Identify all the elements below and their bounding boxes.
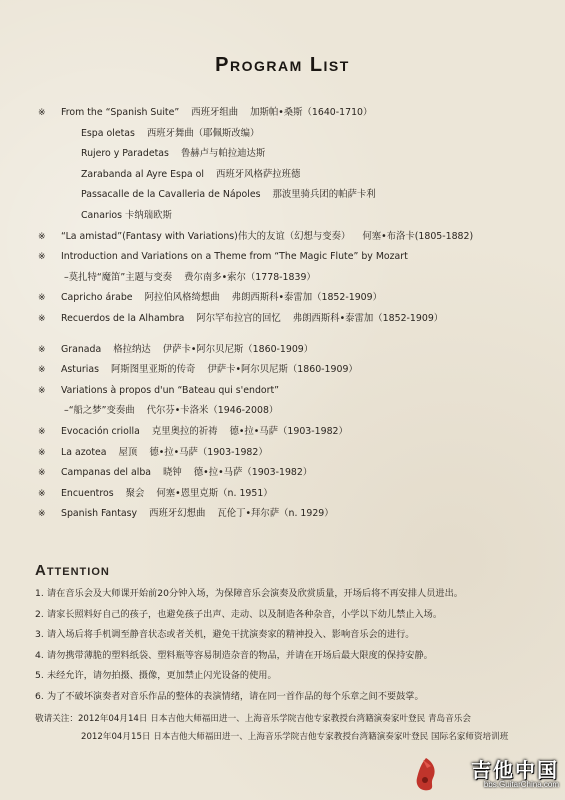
- piece-title: Granada: [61, 343, 102, 355]
- program-text: [61, 422, 360, 443]
- piece-detail: 加斯帕•桑斯（1640-1710）: [250, 107, 373, 118]
- program-bullet: ※: [38, 509, 46, 520]
- program-item: [38, 504, 558, 525]
- program-item: [38, 443, 558, 464]
- program-bullet: ※: [38, 231, 46, 242]
- page-title: Program List: [215, 54, 350, 76]
- piece-detail: 屋顶: [118, 446, 138, 458]
- program-text: [61, 381, 291, 402]
- rule-text: 请入场后将手机调至静音状态或者关机，避免干扰演奏家的精神投入、影响音乐会的进行。: [47, 629, 415, 641]
- program-bullet: ※: [38, 344, 46, 355]
- program-item: [38, 340, 558, 361]
- notice-block: [35, 710, 560, 746]
- piece-detail: 鲁赫卢与帕拉迪达斯: [180, 148, 266, 160]
- program-item: [38, 165, 558, 186]
- program-text: [61, 247, 420, 268]
- program-bullet: ※: [38, 447, 46, 458]
- piece-detail: 伊萨卡•阿尔贝尼斯（1860-1909）: [207, 364, 358, 376]
- piece-title: Asturias: [61, 364, 100, 376]
- piece-detail: 阿斯图里亚斯的传奇: [111, 364, 196, 376]
- program-bullet: ※: [38, 293, 46, 304]
- piece-title: Evocación criolla: [61, 425, 140, 437]
- program-item: [38, 206, 558, 227]
- rule-text: 请在音乐会及大师课开始前20分钟入场，为保障音乐会演奏及欣赏质量，开场后将不再安排人员进出。: [47, 588, 463, 599]
- program-item: [38, 144, 558, 165]
- piece-detail: 西班牙幻想曲: [149, 508, 206, 520]
- program-text: [81, 124, 271, 145]
- attention-rule: [35, 625, 555, 646]
- program-text: [61, 227, 485, 248]
- attention-rule: [35, 687, 555, 708]
- piece-detail: 瓦伦丁•拜尔萨（n. 1929）: [217, 508, 334, 520]
- program-bullet: ※: [38, 108, 46, 118]
- piece-detail: 阿尔罕布拉宫的回忆: [196, 312, 281, 324]
- program-text: [81, 165, 312, 186]
- piece-detail: 弗朗西斯科•泰雷加（1852-1909）: [231, 292, 382, 304]
- program-text: [61, 103, 384, 124]
- program-bullet: ※: [38, 252, 46, 263]
- piece-title: Introduction and Variations on a Theme from “The Magic Flute” by Mozart: [61, 251, 408, 263]
- attention-rule: [35, 605, 555, 626]
- rule-number: 4.: [35, 649, 44, 661]
- attention-rule: [35, 666, 555, 687]
- piece-detail: 阿拉伯风格绮想曲: [144, 292, 220, 304]
- rule-text: 未经允许，请勿拍摄、摄像，更加禁止闪光设备的使用。: [47, 670, 277, 682]
- program-bullet: ※: [38, 468, 46, 479]
- program-item: [38, 247, 558, 268]
- piece-detail: 德•拉•马萨（1903-1982）: [193, 467, 313, 479]
- logo-text: 吉他中国: [471, 758, 559, 782]
- piece-title: Zarabanda al Ayre Espa ol: [81, 168, 204, 180]
- program-item: [38, 309, 558, 330]
- piece-title: –莫扎特“魔笛”主题与变奏: [64, 271, 173, 283]
- program-item: [38, 227, 558, 248]
- attention-rule: [35, 584, 555, 605]
- attention-rule: [35, 646, 555, 667]
- program-text: [81, 144, 277, 165]
- attention-title: Attention: [35, 562, 110, 579]
- program-text: [61, 309, 455, 330]
- program-text: [61, 504, 346, 525]
- piece-detail: 代尔芬•卡洛米（1946-2008）: [146, 405, 279, 417]
- program-item: [38, 103, 558, 124]
- piece-title: La azotea: [61, 446, 107, 458]
- program-text: [81, 206, 184, 227]
- piece-detail: 费尔南多•索尔（1778-1839）: [184, 271, 316, 283]
- attention-rules: [35, 584, 555, 708]
- piece-title: Spanish Fantasy: [61, 508, 138, 520]
- piece-title: From the “Spanish Suite”: [61, 107, 180, 118]
- program-item: [38, 360, 558, 381]
- program-item: [38, 185, 558, 206]
- program-list: [38, 103, 558, 525]
- rule-number: 6.: [35, 690, 44, 702]
- program-item: [38, 124, 558, 145]
- program-item: [38, 484, 558, 505]
- piece-detail: 西班牙舞曲（耶佩斯改编）: [146, 127, 260, 139]
- piece-detail: 那波里骑兵团的帕萨卡利: [272, 189, 376, 201]
- rule-number: 5.: [35, 670, 44, 682]
- notice-line: 2012年04月15日 日本吉他大师福田进一、上海音乐学院吉他专家教授台湾籍演奏家叶登民 国际名家师资培训班: [81, 732, 509, 742]
- piece-detail: 弗朗西斯科•泰雷加（1852-1909）: [292, 312, 444, 324]
- rule-number: 2.: [35, 608, 44, 620]
- rule-text: 请家长照料好自己的孩子，也避免孩子出声、走动、以及制造各种杂音，小学以下幼儿禁止入场。: [47, 608, 443, 620]
- piece-detail: 西班牙组曲: [191, 107, 239, 118]
- site-logo[interactable]: [409, 754, 559, 794]
- piece-detail: 伊萨卡•阿尔贝尼斯（1860-1909）: [162, 343, 314, 355]
- program-text: [81, 185, 388, 206]
- piece-detail: 何塞•布洛卡(1805-1882): [362, 230, 474, 242]
- program-text: [64, 401, 290, 422]
- program-text: [61, 443, 280, 464]
- program-item: [38, 401, 558, 422]
- piece-title: Capricho árabe: [61, 292, 133, 304]
- piece-title: Espa oletas: [81, 127, 135, 139]
- logo-url: bbs.GuitarChina.com: [483, 780, 559, 789]
- program-text: [64, 268, 328, 289]
- guitar-logo-icon: [411, 756, 441, 792]
- rule-text: 为了不破坏演奏者对音乐作品的整体的表演情绪，请在同一首作品的每个乐章之间不要鼓掌。: [47, 690, 424, 702]
- program-text: [61, 340, 325, 361]
- piece-title: Canarios 卡纳瑞欧斯: [81, 209, 172, 221]
- piece-detail: 克里奥拉的祈祷: [151, 425, 218, 437]
- piece-title: Recuerdos de la Alhambra: [61, 312, 185, 324]
- piece-title: Rujero y Paradetas: [81, 148, 169, 160]
- piece-detail: 西班牙风格萨拉班德: [215, 168, 301, 180]
- program-item: [38, 268, 558, 289]
- piece-title: Encuentros: [61, 487, 114, 499]
- piece-title: “La amistad”(Fantasy with Variations)伟大的友谊（幻想与变奏）: [61, 230, 351, 242]
- rule-number: 3.: [35, 629, 44, 641]
- program-item: [38, 381, 558, 402]
- program-text: [61, 288, 394, 309]
- program-bullet: ※: [38, 385, 46, 396]
- piece-detail: 格拉纳达: [113, 343, 151, 355]
- program-item: [38, 288, 558, 309]
- program-text: [61, 360, 370, 381]
- rule-number: 1.: [35, 588, 44, 599]
- piece-detail: 晓钟: [163, 467, 182, 479]
- piece-detail: 何塞•恩里克斯（n. 1951）: [156, 487, 273, 499]
- program-bullet: ※: [38, 426, 46, 437]
- piece-title: Variations à propos d'un “Bateau qui s'endort”: [61, 384, 280, 396]
- program-item: [38, 422, 558, 443]
- piece-title: Campanas del alba: [61, 467, 152, 479]
- program-text: [61, 484, 285, 505]
- program-item: [38, 463, 558, 484]
- piece-title: Passacalle de la Cavalleria de Nápoles: [81, 189, 261, 201]
- piece-detail: 德•拉•马萨（1903-1982）: [149, 446, 268, 458]
- rule-text: 请勿携带薄脆的塑料纸袋、塑料瓶等容易制造杂音的物品，并请在开场后最大限度的保持安静。: [47, 649, 433, 661]
- program-text: [61, 463, 324, 484]
- piece-title: –“船之梦”变奏曲: [64, 405, 135, 417]
- piece-detail: 聚会: [125, 487, 145, 499]
- program-bullet: ※: [38, 488, 46, 499]
- program-bullet: ※: [38, 313, 46, 324]
- notice-line: 敬请关注：2012年04月14日 日本吉他大师福田进一、上海音乐学院吉他专家教授台湾籍演奏家叶登民 青岛音乐会: [35, 714, 471, 724]
- program-bullet: ※: [38, 365, 46, 376]
- piece-detail: 德•拉•马萨（1903-1982）: [229, 425, 348, 437]
